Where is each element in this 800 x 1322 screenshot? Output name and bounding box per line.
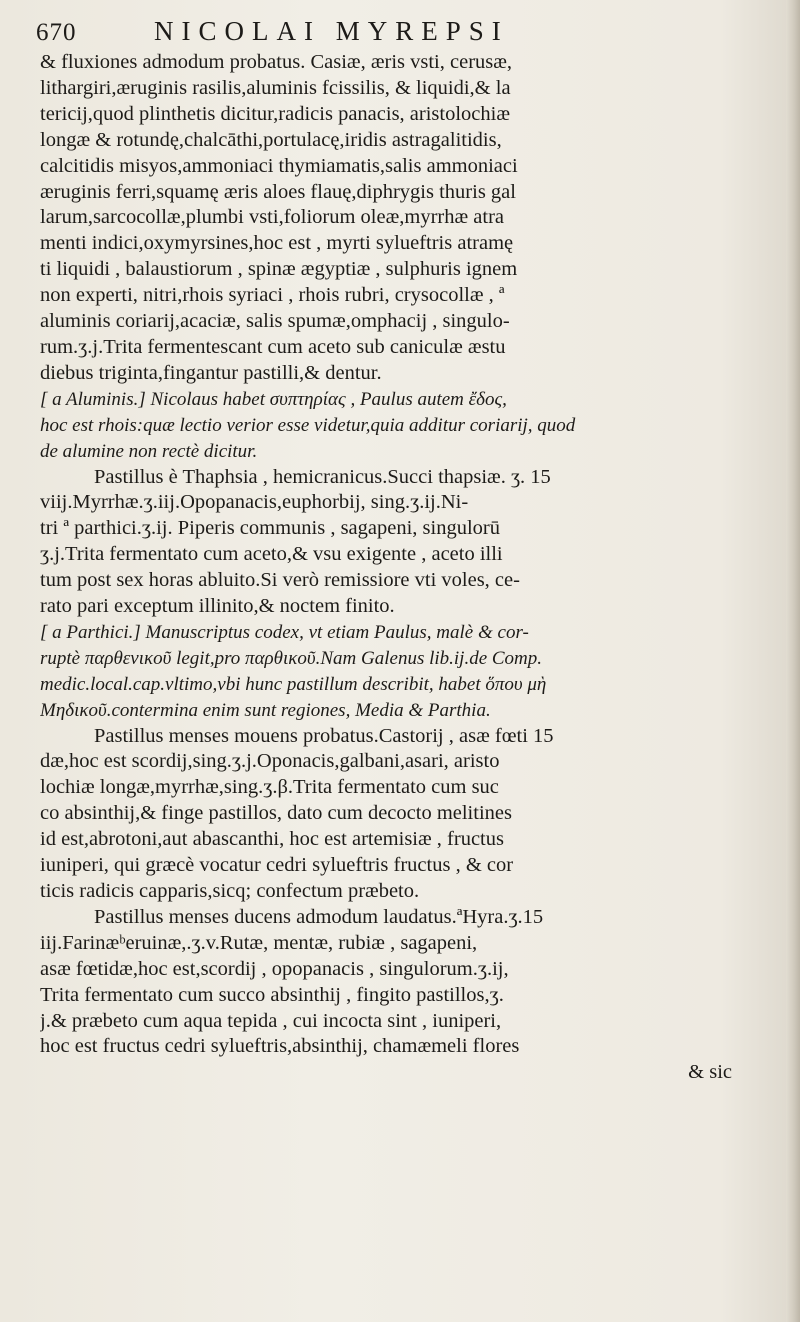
text-line: non experti, nitri,rhois syriaci , rhois rubri, crysocollæ , ª: [40, 284, 505, 307]
footnote-line: Μηδικοῦ.contermina enim sunt regiones, Media & Parthia.: [40, 699, 491, 721]
text-line: iij.Farinæᵇeruinæ,.ʒ.v.Rutæ, mentæ, rubiæ , sagapeni,: [40, 931, 478, 954]
footnote-line: ruptè παρθενικοῦ legit,pro παρθικοῦ.Nam Galenus lib.ij.de Comp.: [40, 647, 543, 669]
paragraph-start-line: Pastillus è Thaphsia , hemicranicus.Succi thapsiæ. ʒ. 15: [94, 465, 551, 488]
text-line: ticis radicis capparis,sicq; confectum præbeto.: [40, 880, 420, 902]
running-title: NICOLAI MYREPSI: [154, 16, 509, 46]
page-edge: [786, 0, 800, 1322]
footnote-line: de alumine non rectè dicitur.: [40, 440, 258, 462]
text-line: rum.ʒ.j.Trita fermentescant cum aceto sub caniculæ æstu: [40, 335, 506, 358]
text-line: diebus triginta,fingantur pastilli,& dentur.: [40, 361, 382, 384]
footnote-line: hoc est rhois:quæ lectio verior esse videtur,quia additur coriarij, quod: [40, 414, 576, 436]
text-line: aluminis coriarij,acaciæ, salis spumæ,omphacij , singulo-: [40, 310, 510, 333]
footnote-line: medic.local.cap.vltimo,vbi hunc pastillum describit, habet ὅπου μὴ: [40, 673, 547, 695]
text-line: longæ & rotundę,chalcāthi,portulacę,iridis astragalitidis,: [40, 128, 502, 151]
text-line: æruginis ferri,squamę æris aloes flauę,diphrygis thuris gal: [40, 180, 516, 203]
footnote-line: [ a Aluminis.] Nicolaus habet συπτηρίας , Paulus autem ἔδος,: [40, 388, 507, 410]
text-line: tri ª parthici.ʒ.ij. Piperis communis , sagapeni, singulorū: [40, 517, 500, 540]
catchword: & sic: [688, 1061, 732, 1084]
running-head: [36, 16, 772, 50]
page-number: 670: [36, 19, 77, 46]
text-line: co absinthij,& finge pastillos, dato cum decocto melitines: [40, 802, 512, 825]
text-line: id est,abrotoni,aut abascanthi, hoc est artemisiæ , fructus: [40, 828, 504, 851]
text-line: ʒ.j.Trita fermentato cum aceto,& vsu exigente , aceto illi: [40, 543, 503, 566]
text-line: menti indici,oxymyrsines,hoc est , myrti sylueftris atramę: [40, 232, 514, 255]
body-text: [40, 50, 772, 1086]
text-line: j.& præbeto cum aqua tepida , cui incocta sint , iuniperi,: [40, 1009, 502, 1032]
text-line: iuniperi, qui græcè vocatur cedri sylueftris fructus , & cor: [40, 854, 514, 877]
paragraph-start-line: Pastillus menses mouens probatus.Castorij , asæ fœti 15: [94, 724, 554, 747]
text-line: tericij,quod plinthetis dicitur,radicis panacis, aristolochiæ: [40, 102, 510, 125]
text-line: hoc est fructus cedri sylueftris,absinthij, chamæmeli flores: [40, 1035, 520, 1058]
footnote-line: [ a Parthici.] Manuscriptus codex, vt etiam Paulus, malè & cor-: [40, 621, 529, 643]
text-line: & fluxiones admodum probatus. Casiæ, æris vsti, cerusæ,: [40, 51, 513, 73]
text-line: lochiæ longæ,myrrhæ,sing.ʒ.β.Trita fermentato cum suc: [40, 776, 499, 799]
text-line: Trita fermentato cum succo absinthij , fingito pastillos,ʒ.: [40, 983, 504, 1006]
text-line: ti liquidi , balaustiorum , spinæ ægyptiæ , sulphuris ignem: [40, 258, 518, 281]
text-line: rato pari exceptum illinito,& noctem finito.: [40, 595, 395, 618]
text-line: calcitidis misyos,ammoniaci thymiamatis,salis ammoniaci: [40, 154, 518, 177]
text-line: asæ fœtidæ,hoc est,scordij , opopanacis , singulorum.ʒ.ij,: [40, 957, 509, 980]
text-line: tum post sex horas abluito.Si verò remissiore vti voles, ce-: [40, 569, 520, 592]
text-line: dæ,hoc est scordij,sing.ʒ.j.Oponacis,galbani,asari, aristo: [40, 750, 500, 773]
text-line: viij.Myrrhæ.ʒ.iij.Opopanacis,euphorbij, sing.ʒ.ij.Ni-: [40, 491, 469, 514]
paragraph-start-line: Pastillus menses ducens admodum laudatus.ªHyra.ʒ.15: [94, 905, 544, 928]
text-line: lithargiri,æruginis rasilis,aluminis fcissilis, & liquidi,& la: [40, 76, 511, 99]
text-line: larum,sarcocollæ,plumbi vsti,foliorum oleæ,myrrhæ atra: [40, 206, 505, 229]
